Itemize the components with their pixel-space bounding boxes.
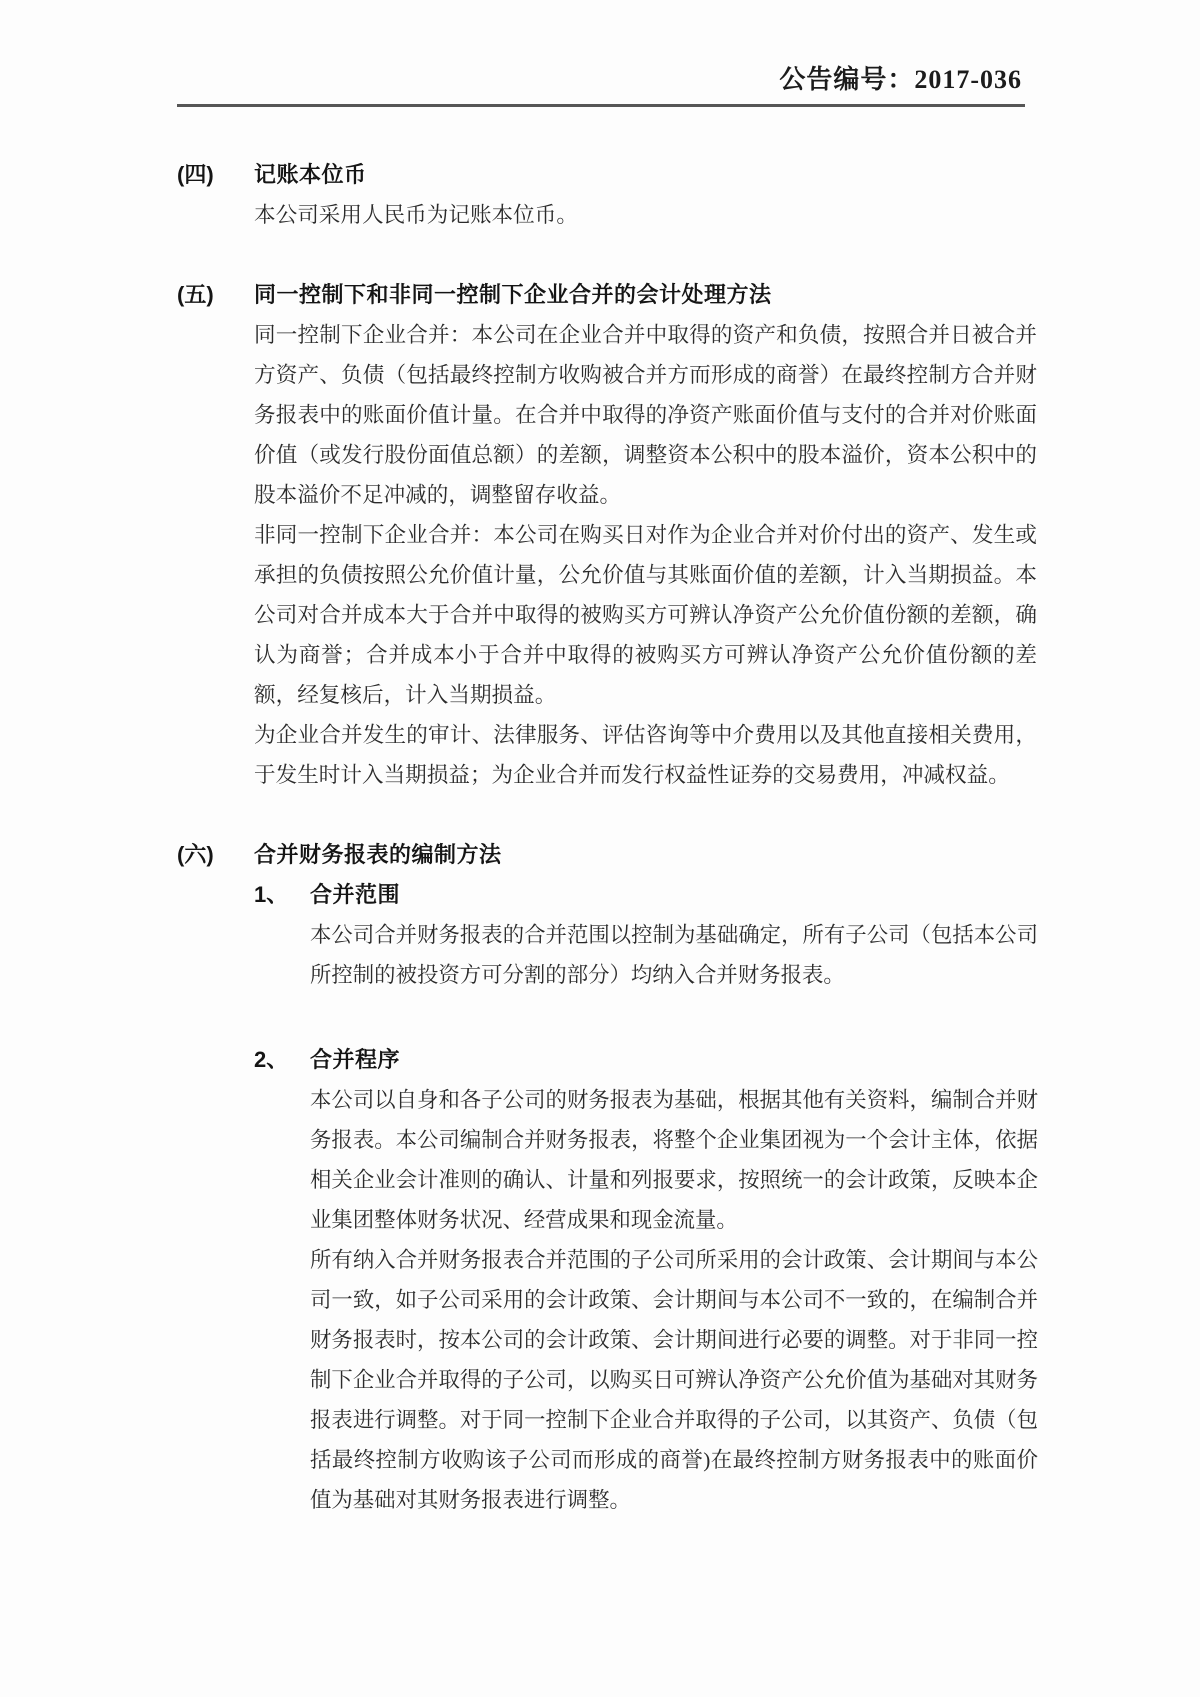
paragraph: 非同一控制下企业合并：本公司在购买日对作为企业合并对价付出的资产、发生或承担的负债按照公允价值计量，公允价值与其账面价值的差额，计入当期损益。本公司对合并成本大于合并中取得的被购买方可辨认净资产公允价值份额的差额，确认为商誉；合并成本小于合并中取得的被购买方可辨认净资产公允价值份额的差额，经复核后，计入当期损益。 xyxy=(254,523,1037,707)
section-4 xyxy=(177,155,1037,235)
section-title: 同一控制下和非同一控制下企业合并的会计处理方法 xyxy=(254,282,772,307)
announcement-number: 公告编号：2017-036 xyxy=(779,65,1022,94)
subsection-1-heading xyxy=(254,875,1037,915)
paragraph: 所有纳入合并财务报表合并范围的子公司所采用的会计政策、会计期间与本公司一致，如子公司采用的会计政策、会计期间与本公司不一致的，在编制合并财务报表时，按本公司的会计政策、会计期间进行必要的调整。对于非同一控制下企业合并取得的子公司，以购买日可辨认净资产公允价值为基础对其财务报表进行调整。对于同一控制下企业合并取得的子公司，以其资产、负债（包括最终控制方收购该子公司而形成的商誉)在最终控制方财务报表中的账面价值为基础对其财务报表进行调整。 xyxy=(310,1248,1038,1512)
subsection-title: 合并程序 xyxy=(310,1047,401,1072)
paragraph: 为企业合并发生的审计、法律服务、评估咨询等中介费用以及其他直接相关费用，于发生时计入当期损益；为企业合并而发行权益性证券的交易费用，冲减权益。 xyxy=(254,723,1037,787)
subsection-1 xyxy=(177,875,1037,995)
paragraph: 本公司采用人民币为记账本位币。 xyxy=(254,203,578,227)
subsection-2 xyxy=(177,1040,1037,1520)
subsection-number: 1、 xyxy=(254,882,289,907)
section-6-heading xyxy=(177,835,1037,875)
section-label: (六) xyxy=(177,842,214,867)
section-6 xyxy=(177,835,1037,1520)
paragraph: 本公司以自身和各子公司的财务报表为基础，根据其他有关资料，编制合并财务报表。本公司编制合并财务报表，将整个企业集团视为一个会计主体，依据相关企业会计准则的确认、计量和列报要求，按照统一的会计政策，反映本企业集团整体财务状况、经营成果和现金流量。 xyxy=(310,1088,1038,1232)
paragraph: 同一控制下企业合并：本公司在企业合并中取得的资产和负债，按照合并日被合并方资产、负债（包括最终控制方收购被合并方而形成的商誉）在最终控制方合并财务报表中的账面价值计量。在合并中取得的净资产账面价值与支付的合并对价账面价值（或发行股份面值总额）的差额，调整资本公积中的股本溢价，资本公积中的股本溢价不足冲减的，调整留存收益。 xyxy=(254,323,1037,507)
subsection-2-heading xyxy=(254,1040,1037,1080)
subsection-title: 合并范围 xyxy=(310,882,401,907)
header-divider xyxy=(177,104,1025,107)
section-title: 合并财务报表的编制方法 xyxy=(254,842,502,867)
paragraph: 本公司合并财务报表的合并范围以控制为基础确定，所有子公司（包括本公司所控制的被投资方可分割的部分）均纳入合并财务报表。 xyxy=(310,923,1038,987)
section-5 xyxy=(177,275,1037,795)
section-label: (五) xyxy=(177,282,214,307)
page-header xyxy=(177,62,1037,98)
section-title: 记账本位币 xyxy=(254,162,367,187)
section-4-heading xyxy=(177,155,1037,195)
subsection-number: 2、 xyxy=(254,1047,289,1072)
section-label: (四) xyxy=(177,162,214,187)
section-5-heading xyxy=(177,275,1037,315)
